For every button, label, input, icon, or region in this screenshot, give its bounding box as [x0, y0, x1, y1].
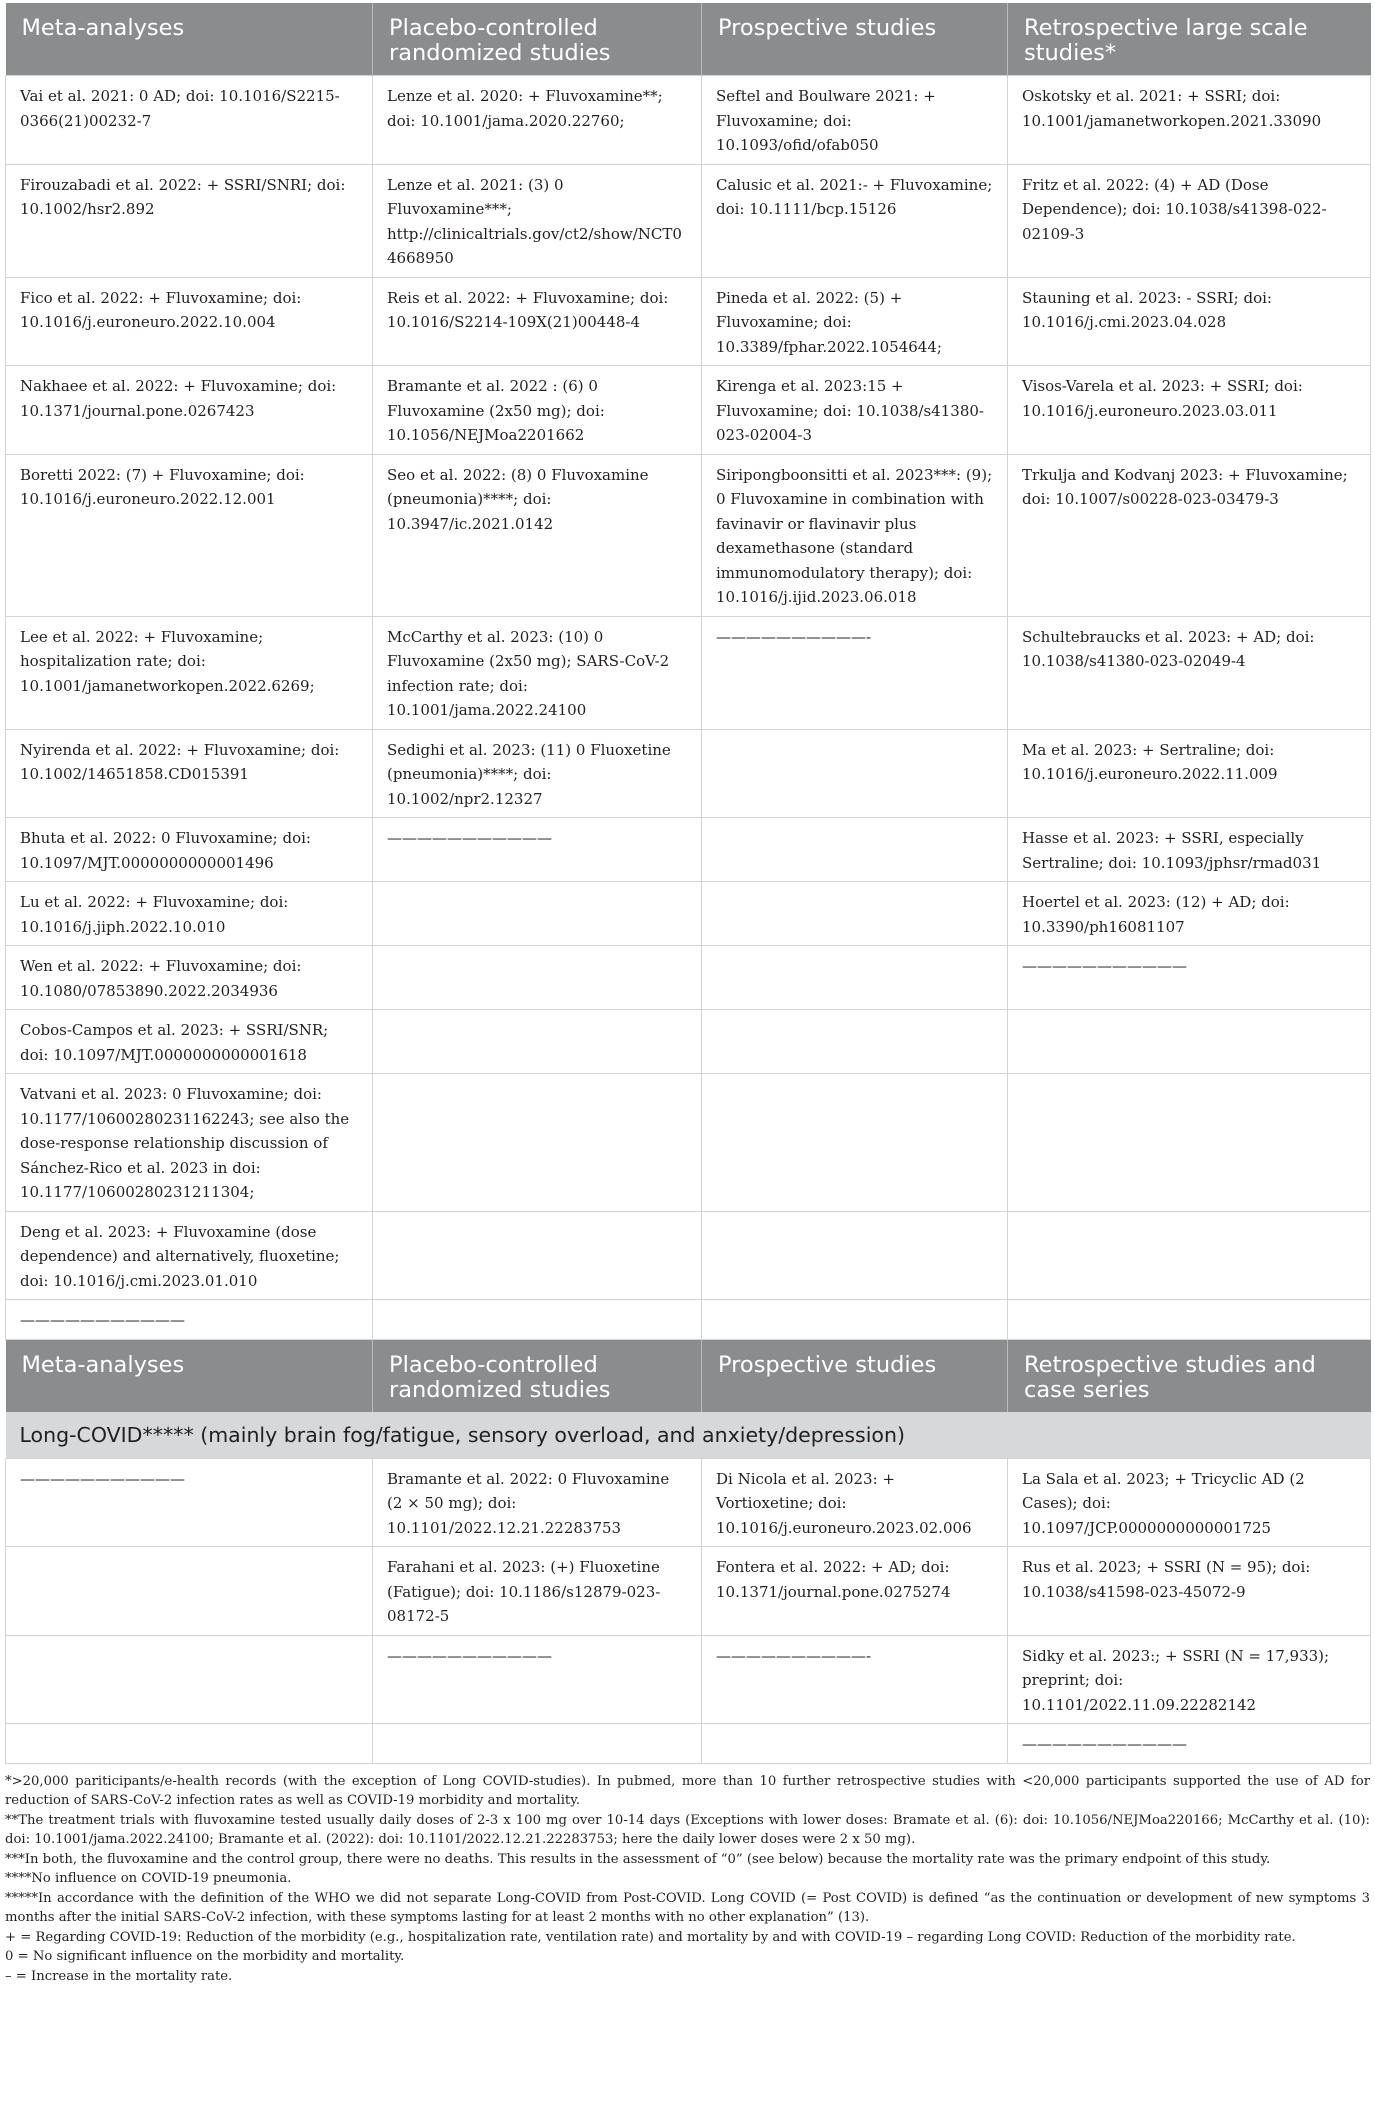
table-row	[6, 1010, 1371, 1074]
table-cell: Hoertel et al. 2023: (12) + AD; doi: 10.3390/ph16081107	[1008, 882, 1371, 946]
table-cell: Fritz et al. 2022: (4) + AD (Dose Dependence); doi: 10.1038/s41398-022-02109-3	[1008, 164, 1371, 277]
table-cell	[702, 1010, 1008, 1074]
table-row	[6, 1547, 1371, 1636]
table-cell: Boretti 2022: (7) + Fluvoxamine; doi: 10.1016/j.euroneuro.2022.12.001	[6, 454, 373, 616]
table-cell: Firouzabadi et al. 2022: + SSRI/SNRI; doi: 10.1002/hsr2.892	[6, 164, 373, 277]
table-cell	[6, 1635, 373, 1724]
header-retrospective: Retrospective large scale studies*	[1008, 3, 1371, 76]
table-cell: Cobos-Campos et al. 2023: + SSRI/SNR; doi: 10.1097/MJT.0000000000001618	[6, 1010, 373, 1074]
table-row	[6, 946, 1371, 1010]
table-cell: Nakhaee et al. 2022: + Fluvoxamine; doi: 10.1371/journal.pone.0267423	[6, 366, 373, 455]
table-cell	[702, 1074, 1008, 1212]
table-cell	[373, 1724, 702, 1764]
table-row	[6, 76, 1371, 165]
table-cell: La Sala et al. 2023; + Tricyclic AD (2 Cases); doi: 10.1097/JCP.0000000000001725	[1008, 1458, 1371, 1547]
table-cell: Ma et al. 2023: + Sertraline; doi: 10.1016/j.euroneuro.2022.11.009	[1008, 729, 1371, 818]
footnote: **The treatment trials with fluvoxamine tested usually daily doses of 2-3 x 100 mg over 10-14 days (Exceptions with lower doses: Bramate et al. (6): doi: 10.1056/NEJMoa220166; McCarthy et al. (10): doi: 10.1001/jama.2022.24100; Bramante et al. (2022): doi: 10.1101/2022.12.21.22283753; here the daily lower doses were 2 x 50 mg).	[5, 1812, 1370, 1847]
table-cell: Sidky et al. 2023:; + SSRI (N = 17,933); preprint; doi: 10.1101/2022.11.09.22282142	[1008, 1635, 1371, 1724]
header-placebo-controlled: Placebo-controlled randomized studies	[373, 3, 702, 76]
table-cell: Reis et al. 2022: + Fluvoxamine; doi: 10.1016/S2214-109X(21)00448-4	[373, 277, 702, 366]
table-cell	[373, 1010, 702, 1074]
table-row	[6, 164, 1371, 277]
header-row-bottom	[6, 1339, 1371, 1412]
table-row	[6, 366, 1371, 455]
footnote: – = Increase in the mortality rate.	[5, 1968, 233, 1984]
table-cell: Lenze et al. 2020: + Fluvoxamine**; doi: 10.1001/jama.2020.22760;	[373, 76, 702, 165]
table-cell: Rus et al. 2023; + SSRI (N = 95); doi: 10.1038/s41598-023-45072-9	[1008, 1547, 1371, 1636]
table-row	[6, 729, 1371, 818]
table-cell: Nyirenda et al. 2022: + Fluvoxamine; doi: 10.1002/14651858.CD015391	[6, 729, 373, 818]
table-cell: Seftel and Boulware 2021: + Fluvoxamine; doi: 10.1093/ofid/ofab050	[702, 76, 1008, 165]
table-cell: Di Nicola et al. 2023: + Vortioxetine; doi: 10.1016/j.euroneuro.2023.02.006	[702, 1458, 1008, 1547]
table-cell: Siripongboonsitti et al. 2023***: (9); 0 Fluvoxamine in combination with favinavir or flavinavir plus dexamethasone (standard immunomodulatory therapy); doi: 10.1016/j.ijid.2023.06.018	[702, 454, 1008, 616]
table-cell: Vai et al. 2021: 0 AD; doi: 10.1016/S2215-0366(21)00232-7	[6, 76, 373, 165]
table-row	[6, 1458, 1371, 1547]
table-cell	[6, 1547, 373, 1636]
table-cell: Stauning et al. 2023: - SSRI; doi: 10.1016/j.cmi.2023.04.028	[1008, 277, 1371, 366]
table-cell: Bramante et al. 2022: 0 Fluvoxamine (2 × 50 mg); doi: 10.1101/2022.12.21.22283753	[373, 1458, 702, 1547]
header-meta-analyses: Meta-analyses	[6, 3, 373, 76]
table-cell	[373, 1074, 702, 1212]
table-cell: Visos-Varela et al. 2023: + SSRI; doi: 10.1016/j.euroneuro.2023.03.011	[1008, 366, 1371, 455]
table-cell: ——————————-	[702, 616, 1008, 729]
table-row	[6, 616, 1371, 729]
footnote: 0 = No significant influence on the morbidity and mortality.	[5, 1949, 405, 1964]
footnote: + = Regarding COVID-19: Reduction of the morbidity (e.g., hospitalization rate, ventilation rate) and mortality by and with COVID-19 – regarding Long COVID: Reduction of the morbidity rate.	[5, 1929, 1296, 1945]
table-cell: ———————————	[1008, 946, 1371, 1010]
table-cell: Lee et al. 2022: + Fluvoxamine; hospitalization rate; doi: 10.1001/jamanetworkopen.2022.6269;	[6, 616, 373, 729]
table-cell	[702, 1300, 1008, 1340]
table-cell: Bramante et al. 2022 : (6) 0 Fluvoxamine (2x50 mg); doi: 10.1056/NEJMoa2201662	[373, 366, 702, 455]
table-row	[6, 1074, 1371, 1212]
table-row	[6, 818, 1371, 882]
table-cell: ———————————	[6, 1458, 373, 1547]
table-cell: McCarthy et al. 2023: (10) 0 Fluvoxamine (2x50 mg); SARS-CoV-2 infection rate; doi: 10.1001/jama.2022.24100	[373, 616, 702, 729]
table-row	[6, 1724, 1371, 1764]
table-row	[6, 1300, 1371, 1340]
table-cell: ———————————	[373, 818, 702, 882]
table-cell: Bhuta et al. 2022: 0 Fluvoxamine; doi: 10.1097/MJT.0000000000001496	[6, 818, 373, 882]
table-cell: Oskotsky et al. 2021: + SSRI; doi: 10.1001/jamanetworkopen.2021.33090	[1008, 76, 1371, 165]
table-cell: ———————————	[1008, 1724, 1371, 1764]
table-cell: Farahani et al. 2023: (+) Fluoxetine (Fatigue); doi: 10.1186/s12879-023-08172-5	[373, 1547, 702, 1636]
table-cell	[1008, 1300, 1371, 1340]
table-cell: Pineda et al. 2022: (5) + Fluvoxamine; doi: 10.3389/fphar.2022.1054644;	[702, 277, 1008, 366]
table-cell	[1008, 1010, 1371, 1074]
table-cell	[702, 882, 1008, 946]
long-covid-section	[6, 1458, 1371, 1763]
table-cell	[702, 1211, 1008, 1300]
table-cell: ———————————	[6, 1300, 373, 1340]
table-cell: Fico et al. 2022: + Fluvoxamine; doi: 10.1016/j.euroneuro.2022.10.004	[6, 277, 373, 366]
table-row	[6, 1635, 1371, 1724]
header-prospective: Prospective studies	[702, 3, 1008, 76]
table-cell: Seo et al. 2022: (8) 0 Fluvoxamine (pneumonia)****; doi: 10.3947/ic.2021.0142	[373, 454, 702, 616]
table-footnotes	[5, 1764, 1370, 1987]
table-cell: Fontera et al. 2022: + AD; doi: 10.1371/journal.pone.0275274	[702, 1547, 1008, 1636]
table-cell	[373, 946, 702, 1010]
table-cell	[6, 1724, 373, 1764]
header-placebo-controlled-2: Placebo-controlled randomized studies	[373, 1339, 702, 1412]
header-meta-analyses-2: Meta-analyses	[6, 1339, 373, 1412]
table-cell: Lenze et al. 2021: (3) 0 Fluvoxamine***; http://clinicaltrials.gov/ct2/show/NCT04668950	[373, 164, 702, 277]
table-cell	[1008, 1211, 1371, 1300]
table-cell	[373, 1211, 702, 1300]
table-row	[6, 1211, 1371, 1300]
header-retrospective-2: Retrospective studies and case series	[1008, 1339, 1371, 1412]
table-cell: Lu et al. 2022: + Fluvoxamine; doi: 10.1016/j.jiph.2022.10.010	[6, 882, 373, 946]
table-cell	[702, 729, 1008, 818]
footnote: ****No influence on COVID-19 pneumonia.	[5, 1871, 292, 1886]
table-cell: Deng et al. 2023: + Fluvoxamine (dose dependence) and alternatively, fluoxetine; doi: 10.1016/j.cmi.2023.01.010	[6, 1211, 373, 1300]
table-cell	[1008, 1074, 1371, 1212]
evidence-table	[5, 3, 1371, 1764]
table-cell: Trkulja and Kodvanj 2023: + Fluvoxamine; doi: 10.1007/s00228-023-03479-3	[1008, 454, 1371, 616]
footnote: *****In accordance with the definition of the WHO we did not separate Long-COVID from Post-COVID. Long COVID (= Post COVID) is defined “as the continuation or development of new symptoms 3 months after the initial SARS-CoV-2 infection, with these symptoms lasting for at least 2 months with no other explanation” (13).	[5, 1890, 1370, 1925]
header-row-top	[6, 3, 1371, 76]
table-cell: ——————————-	[702, 1635, 1008, 1724]
table-cell: Schultebraucks et al. 2023: + AD; doi: 10.1038/s41380-023-02049-4	[1008, 616, 1371, 729]
table-row	[6, 882, 1371, 946]
table-cell	[373, 882, 702, 946]
header-prospective-2: Prospective studies	[702, 1339, 1008, 1412]
table-cell	[702, 946, 1008, 1010]
footnote: ***In both, the fluvoxamine and the control group, there were no deaths. This results in the assessment of “0” (see below) because the mortality rate was the primary endpoint of this study.	[5, 1851, 1271, 1867]
table-cell: Wen et al. 2022: + Fluvoxamine; doi: 10.1080/07853890.2022.2034936	[6, 946, 373, 1010]
table-row	[6, 277, 1371, 366]
long-covid-band	[6, 1412, 1371, 1459]
table-cell	[702, 818, 1008, 882]
table-cell: Calusic et al. 2021:- + Fluvoxamine; doi: 10.1111/bcp.15126	[702, 164, 1008, 277]
table-cell: Vatvani et al. 2023: 0 Fluvoxamine; doi: 10.1177/10600280231162243; see also the dose-response relationship discussion of Sánchez-Rico et al. 2023 in doi: 10.1177/10600280231211304;	[6, 1074, 373, 1212]
long-covid-label: Long-COVID***** (mainly brain fog/fatigue, sensory overload, and anxiety/depression)	[6, 1412, 1371, 1459]
footnote: *>20,000 pariticipants/e-health records (with the exception of Long COVID-studies). In pubmed, more than 10 further retrospective studies with <20,000 participants supported the use of AD for reduction of SARS-CoV-2 infection rates as well as COVID-19 morbidity and mortality.	[5, 1773, 1370, 1808]
table-cell: Hasse et al. 2023: + SSRI, especially Sertraline; doi: 10.1093/jphsr/rmad031	[1008, 818, 1371, 882]
table-cell	[373, 1300, 702, 1340]
table-cell: ———————————	[373, 1635, 702, 1724]
covid-section	[6, 76, 1371, 1340]
table-row	[6, 454, 1371, 616]
table-cell: Kirenga et al. 2023:15 + Fluvoxamine; doi: 10.1038/s41380-023-02004-3	[702, 366, 1008, 455]
table-cell	[702, 1724, 1008, 1764]
table-cell: Sedighi et al. 2023: (11) 0 Fluoxetine (pneumonia)****; doi: 10.1002/npr2.12327	[373, 729, 702, 818]
